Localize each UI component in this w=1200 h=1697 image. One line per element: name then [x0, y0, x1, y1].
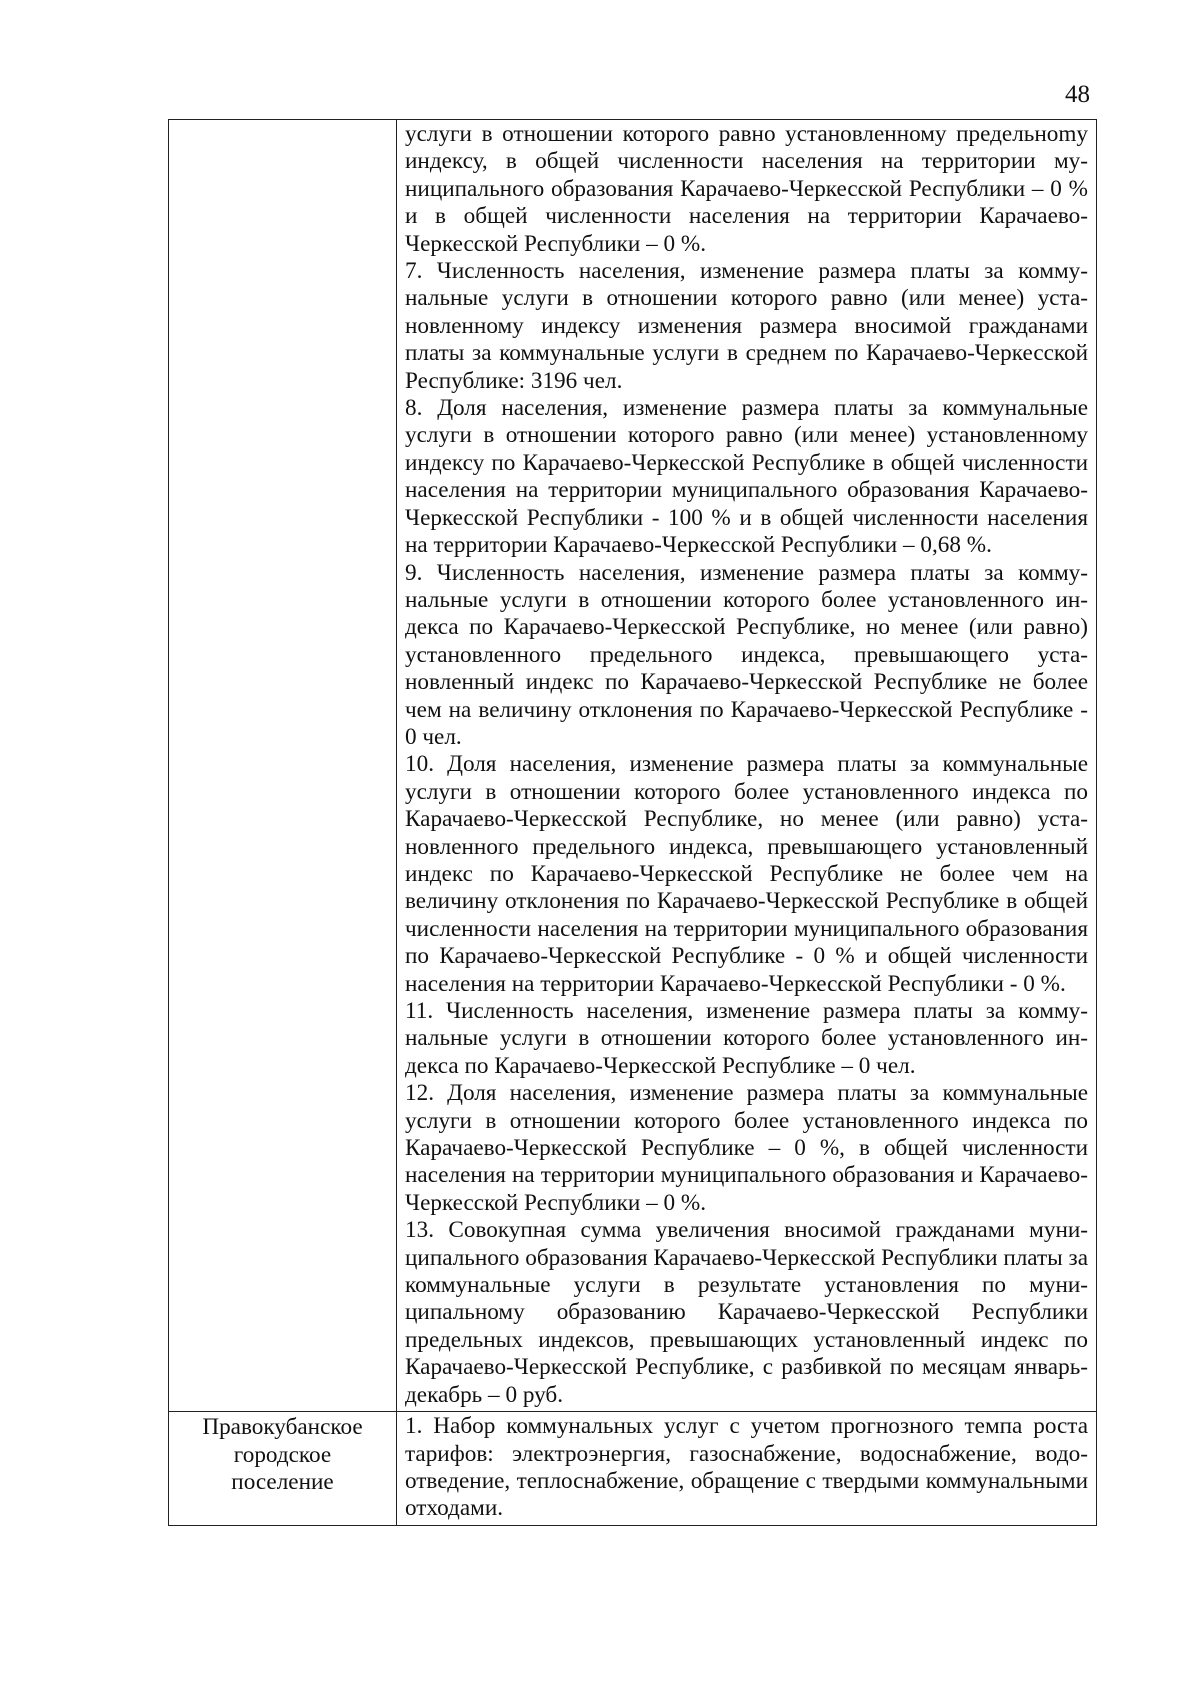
indicator-paragraph: 11. Численность населения, изменение размера платы за коммунальные услуги в отношении которого более установленного индекса по Карачаево-Черкесской Республике – 0 чел.: [405, 998, 1088, 1079]
indicator-paragraph: 12. Доля населения, изменение размера платы за коммунальные услуги в отношении которого более установленного индекса по Карачаево-Черкесской Республике – 0 %, в общей численности населения на территории муниципального образования и Карачаево-Черкесской Республики – 0 %.: [405, 1080, 1088, 1216]
municipality-name-line: поселение: [231, 1468, 334, 1495]
indicators-cell: [397, 120, 1097, 1412]
page-number: 48: [1065, 81, 1090, 108]
municipality-name-line: городское: [233, 1441, 332, 1468]
municipality-name: [169, 1412, 396, 1496]
municipality-name-line: Правокубанское: [202, 1414, 363, 1441]
municipality-name: [169, 120, 396, 122]
indicator-paragraph: услуги в отношении которого равно установленному предельноmу индексу, в общей численности населения на территории муниципального образования Карачаево-Черкесской Республики – 0 % и в общей численности населения на территории Карачаево-Черкесской Республики – 0 %.: [405, 121, 1088, 257]
municipality-indicators-table: [168, 119, 1097, 1526]
indicators-cell: [397, 1412, 1097, 1526]
indicator-paragraph: 7. Численность населения, изменение размера платы за коммунальные услуги в отношении которого равно (или менее) установленному индексу изменения размера вносимой гражданами платы за коммунальные услуги в среднем по Карачаево-Черкесской Республике: 3196 чел.: [405, 258, 1088, 394]
indicator-paragraph: 1. Набор коммунальных услуг с учетом прогнозного темпа роста тарифов: электроэнергия, газоснабжение, водоснабжение, водоотведение, теплоснабжение, обращение с твердыми коммунальными отходами.: [405, 1413, 1088, 1522]
indicator-paragraph: 10. Доля населения, изменение размера платы за коммунальные услуги в отношении которого более установленного индекса по Карачаево-Черкесской Республике, но менее (или равно) установленного предельного индекса, превышающего установленный индекс по Карачаево-Черкесской Республике не более чем на величину отклонения по Карачаево-Черкесской Республике в общей численности населения на территории муниципального образования по Карачаево-Черкесской Республике - 0 % и общей численности населения на территории Карачаево-Черкесской Республики - 0 %.: [405, 751, 1088, 997]
municipality-cell: [169, 120, 397, 1412]
table-row: [169, 120, 1097, 1412]
indicator-paragraph: 8. Доля населения, изменение размера платы за коммунальные услуги в отношении которого равно (или менее) установленному индексу по Карачаево-Черкесской Республике в общей численности населения на территории муниципального образования Карачаево-Черкесской Республики - 100 % и в общей численности населения на территории Карачаево-Черкесской Республики – 0,68 %.: [405, 395, 1088, 559]
indicator-paragraph: 9. Численность населения, изменение размера платы за коммунальные услуги в отношении которого более установленного индекса по Карачаево-Черкесской Республике, но менее (или равно) установленного предельного индекса, превышающего установленный индекс по Карачаево-Черкесской Республике не более чем на величину отклонения по Карачаево-Черкесской Республике - 0 чел.: [405, 559, 1088, 750]
table-row: [169, 1412, 1097, 1526]
indicator-paragraph: 13. Совокупная сумма увеличения вносимой гражданами муниципального образования Карачаево-Черкесской Республики платы за коммунальные услуги в результате установления по муниципальному образованию Карачаево-Черкесской Республики предельных индексов, превышающих установленный индекс по Карачаево-Черкесской Республике, с разбивкой по месяцам январь-декабрь – 0 руб.: [405, 1217, 1088, 1408]
municipality-cell: [169, 1412, 397, 1526]
